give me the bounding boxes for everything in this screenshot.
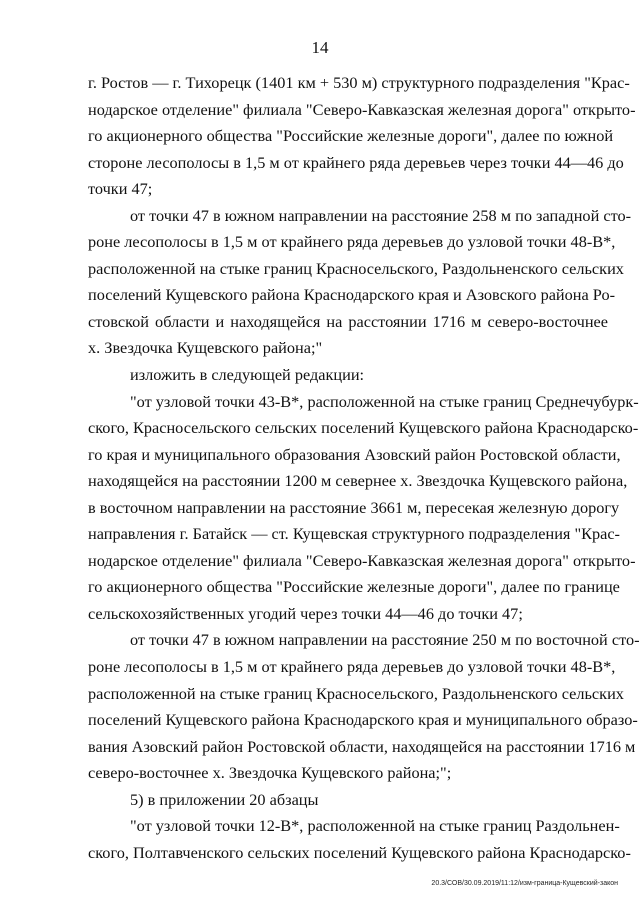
text-line: находящейся на расстоянии 1200 м севернее х. Звездочка Кущевского района,	[88, 471, 628, 491]
footer-code: 20.3/СОВ/30.09.2019/11:12/изм-граница-Кущевский-закон	[431, 880, 618, 887]
text-line: нодарское отделение" филиала "Северо-Кавказская железная дорога" открыто-	[88, 99, 636, 119]
text-line: в восточном направлении на расстояние 3661 м, пересекая железную дорогу	[88, 497, 620, 517]
text-line: го края и муниципального образования Азовский район Ростовской области,	[88, 444, 621, 464]
text-line: ского, Красносельского сельских поселений Кущевского района Краснодарско-	[88, 418, 639, 438]
text-line: от точки 47 в южном направлении на расстояние 250 м по восточной сто-	[130, 630, 640, 650]
text-line: го акционерного общества "Российские железные дороги", далее по границе	[88, 577, 620, 597]
text-line: стовской области и находящейся на расстоянии 1716 м северо-восточнее	[88, 311, 608, 331]
text-line: сельскохозяйственных угодий через точки 44—46 до точки 47;	[88, 603, 523, 623]
page-number: 14	[311, 38, 329, 57]
text-line: роне лесополосы в 1,5 м от крайнего ряда деревьев до узловой точки 48-В*,	[88, 657, 616, 677]
text-line: изложить в следующей редакции:	[130, 365, 365, 385]
text-line: нодарское отделение" филиала "Северо-Кавказская железная дорога" открыто-	[88, 550, 636, 570]
text-line: вания Азовский район Ростовской области, находящейся на расстоянии 1716 м	[88, 736, 636, 756]
text-line: от точки 47 в южном направлении на расстояние 258 м по западной сто-	[130, 205, 632, 225]
text-line: 5) в приложении 20 абзацы	[130, 789, 319, 809]
text-line: ского, Полтавченского сельских поселений Кущевского района Краснодарско-	[88, 842, 631, 862]
text-line: поселений Кущевского района Краснодарского края и муниципального образо-	[88, 710, 638, 730]
text-line: "от узловой точки 12-В*, расположенной на стыке границ Раздольнен-	[130, 816, 620, 836]
text-line: г. Ростов — г. Тихорецк (1401 км + 530 м) структурного подразделения "Крас-	[88, 73, 630, 92]
text-line: го акционерного общества "Российские железные дороги", далее по южной	[88, 126, 614, 146]
text-line: роне лесополосы в 1,5 м от крайнего ряда деревьев до узловой точки 48-В*,	[88, 232, 616, 252]
text-line: расположенной на стыке границ Красносельского, Раздольненского сельских	[88, 258, 624, 278]
text-line: северо-восточнее х. Звездочка Кущевского района;";	[88, 763, 452, 783]
text-line: поселений Кущевского района Краснодарского края и Азовского района Ро-	[88, 285, 616, 305]
text-line: расположенной на стыке границ Красносельского, Раздольненского сельских	[88, 683, 624, 703]
document-body	[88, 70, 640, 866]
text-line: точки 47;	[88, 179, 153, 199]
text-line: стороне лесополосы в 1,5 м от крайнего ряда деревьев через точки 44—46 до	[88, 152, 624, 172]
text-line: "от узловой точки 43-В*, расположенной на стыке границ Среднечубурк-	[130, 391, 639, 411]
text-line: х. Звездочка Кущевского района;"	[88, 338, 323, 358]
text-line: направления г. Батайск — ст. Кущевская структурного подразделения "Крас-	[88, 524, 620, 544]
